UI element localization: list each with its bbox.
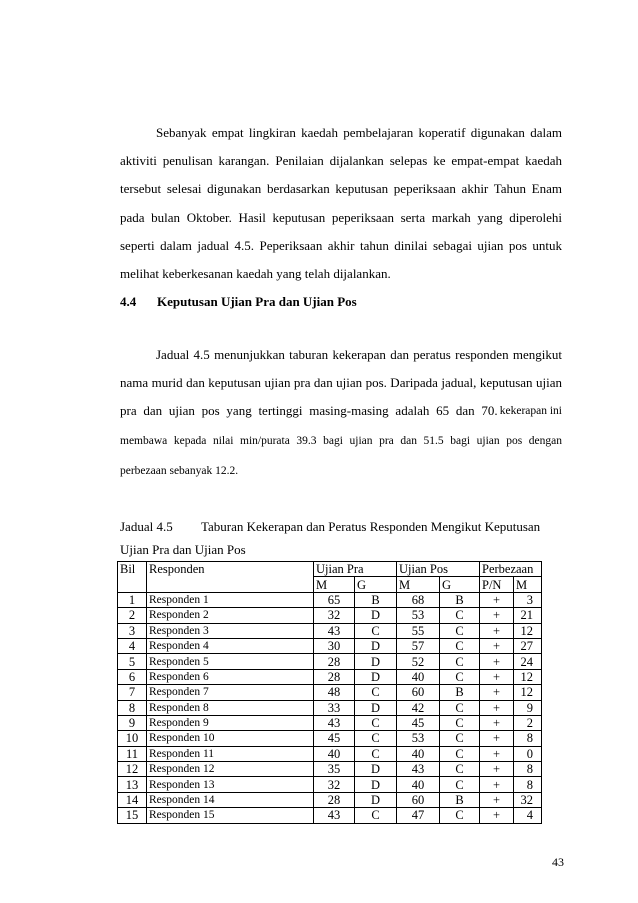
table-cell: + xyxy=(480,746,514,761)
table-cell: D xyxy=(355,762,397,777)
header-responden: Responden xyxy=(147,562,314,593)
paragraph-line: Sebanyak empat lingkiran kaedah pembelajaran koperatif digunakan dalam xyxy=(156,125,562,140)
table-cell: C xyxy=(440,762,480,777)
table-cell: C xyxy=(355,685,397,700)
table-cell: 65 xyxy=(314,592,355,607)
table-cell: 8 xyxy=(514,731,542,746)
table-cell: 13 xyxy=(118,777,147,792)
table-cell: 57 xyxy=(397,638,440,653)
table-cell: 33 xyxy=(314,700,355,715)
table-cell: 52 xyxy=(397,654,440,669)
table-cell: 7 xyxy=(118,685,147,700)
table-row xyxy=(118,608,542,623)
table-cell: + xyxy=(480,654,514,669)
table-cell: 12 xyxy=(118,762,147,777)
table-cell: C xyxy=(440,638,480,653)
table-cell: Responden 7 xyxy=(147,685,314,700)
subheader-g: G xyxy=(355,577,397,592)
table-cell: 10 xyxy=(118,731,147,746)
paragraph-line: nama murid dan keputusan ujian pra dan ujian pos. Daripada jadual, keputusan ujian xyxy=(120,375,562,390)
paragraph-text: pra dan ujian pos yang tertinggi masing-masing adalah 65 dan 70. xyxy=(120,403,498,418)
table-cell: C xyxy=(440,700,480,715)
table-cell: 40 xyxy=(397,777,440,792)
paragraph-line: melihat keberkesanan kaedah yang telah dijalankan. xyxy=(120,266,391,281)
table-cell: 8 xyxy=(514,762,542,777)
table-cell: + xyxy=(480,715,514,730)
table-cell: 45 xyxy=(397,715,440,730)
table-cell: D xyxy=(355,792,397,807)
table-cell: 35 xyxy=(314,762,355,777)
table-header-row xyxy=(118,562,542,577)
table-cell: 5 xyxy=(118,654,147,669)
table-cell: Responden 5 xyxy=(147,654,314,669)
table-cell: + xyxy=(480,731,514,746)
table-cell: 40 xyxy=(397,746,440,761)
table-cell: B xyxy=(355,592,397,607)
table-cell: D xyxy=(355,669,397,684)
table-cell: + xyxy=(480,762,514,777)
table-cell: 48 xyxy=(314,685,355,700)
table-cell: 8 xyxy=(118,700,147,715)
table-cell: 14 xyxy=(118,792,147,807)
table-cell: 9 xyxy=(118,715,147,730)
table-cell: C xyxy=(440,623,480,638)
table-cell: C xyxy=(355,808,397,823)
paragraph-line: perbezaan sebanyak 12.2. xyxy=(120,465,239,477)
table-cell: + xyxy=(480,638,514,653)
header-ujian-pra: Ujian Pra xyxy=(314,562,397,577)
table-caption-continued: Ujian Pra dan Ujian Pos xyxy=(120,542,246,557)
table-cell: C xyxy=(440,654,480,669)
table-cell: C xyxy=(440,669,480,684)
table-row xyxy=(118,731,542,746)
table-cell: 53 xyxy=(397,731,440,746)
table-cell: 9 xyxy=(514,700,542,715)
table-cell: Responden 12 xyxy=(147,762,314,777)
table-cell: + xyxy=(480,623,514,638)
table-cell: 4 xyxy=(514,808,542,823)
paragraph-line: Jadual 4.5 menunjukkan taburan kekerapan dan peratus responden mengikut xyxy=(156,347,562,362)
table-cell: + xyxy=(480,700,514,715)
table-cell: C xyxy=(355,746,397,761)
table-row xyxy=(118,592,542,607)
table-cell: D xyxy=(355,777,397,792)
table-cell: B xyxy=(440,792,480,807)
table-cell: 11 xyxy=(118,746,147,761)
table-row xyxy=(118,808,542,823)
table-row xyxy=(118,762,542,777)
table-cell: D xyxy=(355,638,397,653)
table-cell: 32 xyxy=(514,792,542,807)
table-cell: 60 xyxy=(397,685,440,700)
paragraph-line: aktiviti penulisan karangan. Penilaian dijalankan selepas ke empat-empat kaedah xyxy=(120,153,562,168)
paragraph-line: membawa kepada nilai min/purata 39.3 bagi ujian pra dan 51.5 bagi ujian pos dengan xyxy=(120,435,562,447)
subheader-m: M xyxy=(514,577,542,592)
table-title: Taburan Kekerapan dan Peratus Responden Mengikut Keputusan xyxy=(201,519,541,534)
table-cell: C xyxy=(440,746,480,761)
table-cell: + xyxy=(480,608,514,623)
table-row xyxy=(118,669,542,684)
table-row xyxy=(118,623,542,638)
table-cell: 12 xyxy=(514,623,542,638)
table-cell: C xyxy=(355,731,397,746)
table-row xyxy=(118,700,542,715)
table-cell: Responden 2 xyxy=(147,608,314,623)
table-cell: Responden 14 xyxy=(147,792,314,807)
subheader-g: G xyxy=(440,577,480,592)
table-cell: 30 xyxy=(314,638,355,653)
header-bil: Bil xyxy=(118,562,147,593)
table-cell: Responden 10 xyxy=(147,731,314,746)
table-cell: 27 xyxy=(514,638,542,653)
table-cell: Responden 9 xyxy=(147,715,314,730)
table-cell: 2 xyxy=(118,608,147,623)
table-cell: Responden 1 xyxy=(147,592,314,607)
table-cell: B xyxy=(440,685,480,700)
table-cell: 4 xyxy=(118,638,147,653)
table-cell: 6 xyxy=(118,669,147,684)
table-cell: 53 xyxy=(397,608,440,623)
table-cell: 45 xyxy=(314,731,355,746)
table-cell: Responden 6 xyxy=(147,669,314,684)
table-cell: 15 xyxy=(118,808,147,823)
paragraph-line: tersebut selesai digunakan berdasarkan keputusan peperiksaan akhir Tahun Enam xyxy=(120,181,562,196)
table-cell: 55 xyxy=(397,623,440,638)
table-cell: + xyxy=(480,808,514,823)
table-cell: Responden 11 xyxy=(147,746,314,761)
paragraph-line: seperti dalam jadual 4.5. Peperiksaan akhir tahun dinilai sebagai ujian pos untuk xyxy=(120,238,562,253)
table-cell: 3 xyxy=(118,623,147,638)
table-cell: 0 xyxy=(514,746,542,761)
paragraph-text-small: kekerapan ini xyxy=(499,405,562,417)
table-cell: 32 xyxy=(314,777,355,792)
table-cell: 43 xyxy=(314,623,355,638)
table-cell: D xyxy=(355,654,397,669)
table-cell: Responden 15 xyxy=(147,808,314,823)
table-cell: 12 xyxy=(514,669,542,684)
page-number: 43 xyxy=(552,855,564,869)
table-cell: + xyxy=(480,792,514,807)
table-cell: B xyxy=(440,592,480,607)
table-cell: 28 xyxy=(314,669,355,684)
table-cell: + xyxy=(480,685,514,700)
table-cell: 43 xyxy=(397,762,440,777)
table-caption xyxy=(120,519,540,535)
table-cell: C xyxy=(355,715,397,730)
table-cell: 68 xyxy=(397,592,440,607)
table-cell: C xyxy=(440,777,480,792)
section-number: 4.4 xyxy=(120,294,137,309)
subheader-pn: P/N xyxy=(480,577,514,592)
table-cell: 40 xyxy=(314,746,355,761)
header-ujian-pos: Ujian Pos xyxy=(397,562,480,577)
table-cell: 60 xyxy=(397,792,440,807)
table-cell: Responden 4 xyxy=(147,638,314,653)
results-table xyxy=(117,561,542,824)
table-number: Jadual 4.5 xyxy=(120,519,173,534)
subheader-m: M xyxy=(397,577,440,592)
table-cell: C xyxy=(440,608,480,623)
table-cell: C xyxy=(440,731,480,746)
table-cell: 28 xyxy=(314,792,355,807)
table-cell: 24 xyxy=(514,654,542,669)
paragraph-line: pada bulan Oktober. Hasil keputusan peperiksaan serta markah yang diperolehi xyxy=(120,210,562,225)
table-cell: Responden 13 xyxy=(147,777,314,792)
table-cell: + xyxy=(480,777,514,792)
paragraph-line xyxy=(120,403,562,419)
table-cell: 2 xyxy=(514,715,542,730)
table-cell: D xyxy=(355,608,397,623)
table-cell: 43 xyxy=(314,808,355,823)
table-cell: 42 xyxy=(397,700,440,715)
table-cell: 28 xyxy=(314,654,355,669)
table-cell: C xyxy=(440,715,480,730)
table-cell: Responden 8 xyxy=(147,700,314,715)
table-cell: 8 xyxy=(514,777,542,792)
table-cell: + xyxy=(480,669,514,684)
table-cell: Responden 3 xyxy=(147,623,314,638)
table-cell: 12 xyxy=(514,685,542,700)
table-row xyxy=(118,638,542,653)
table-row xyxy=(118,654,542,669)
header-perbezaan: Perbezaan xyxy=(480,562,542,577)
table-cell: 3 xyxy=(514,592,542,607)
table-cell: C xyxy=(440,808,480,823)
table-cell: 43 xyxy=(314,715,355,730)
table-cell: 21 xyxy=(514,608,542,623)
table-cell: + xyxy=(480,592,514,607)
table-row xyxy=(118,777,542,792)
table-row xyxy=(118,685,542,700)
table-cell: 47 xyxy=(397,808,440,823)
subheader-m: M xyxy=(314,577,355,592)
section-title: Keputusan Ujian Pra dan Ujian Pos xyxy=(157,294,357,309)
section-heading xyxy=(120,294,357,310)
table-cell: D xyxy=(355,700,397,715)
table-cell: 32 xyxy=(314,608,355,623)
table-cell: 40 xyxy=(397,669,440,684)
table-row xyxy=(118,715,542,730)
table-cell: 1 xyxy=(118,592,147,607)
table-row xyxy=(118,792,542,807)
table-cell: C xyxy=(355,623,397,638)
table-row xyxy=(118,746,542,761)
